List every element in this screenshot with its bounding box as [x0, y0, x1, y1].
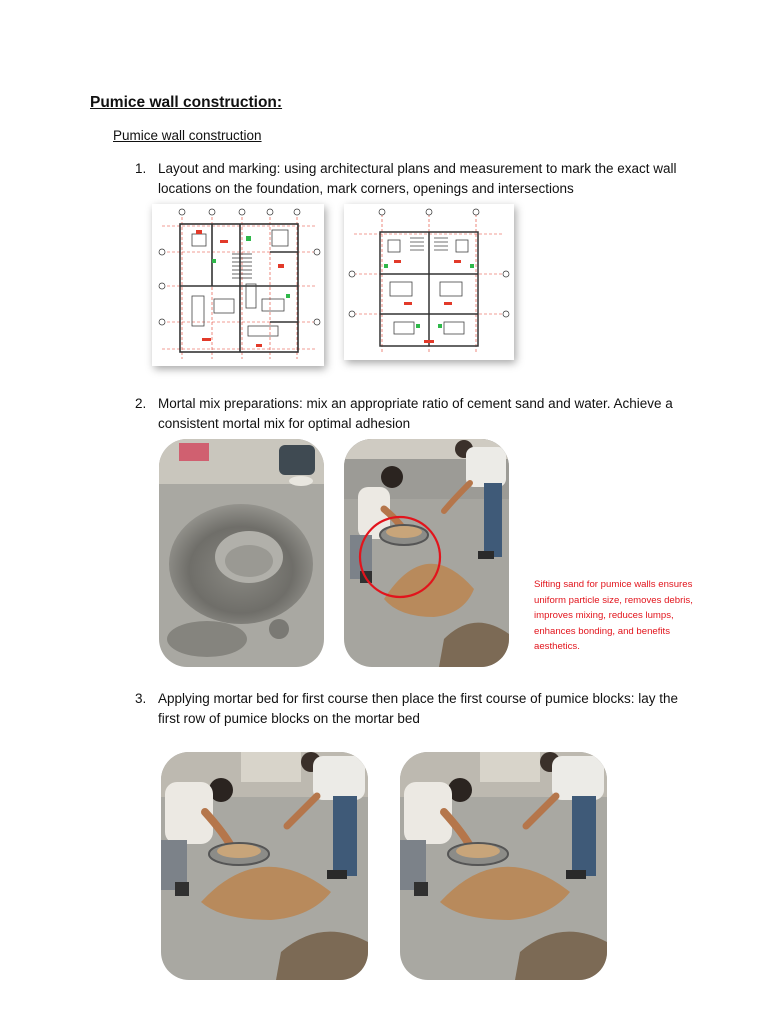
step-3-number: 3.	[135, 691, 147, 706]
section-heading: Pumice wall construction	[113, 128, 262, 143]
floor-plan-image-1	[152, 204, 324, 366]
step-2-number: 2.	[135, 396, 147, 411]
mortar-bed-photo-2	[400, 752, 607, 980]
page-title: Pumice wall construction:	[90, 94, 283, 111]
step-2	[135, 394, 695, 434]
step-1-text: Layout and marking: using architectural plans and measurement to mark the exact wall locations on the foundation, mark corners, openings and intersections	[158, 161, 677, 196]
step-2-text: Mortal mix preparations: mix an appropriate ratio of cement sand and water. Achieve a consistent mortal mix for optimal adhesion	[158, 396, 673, 431]
sifting-annotation: Sifting sand for pumice walls ensures uniform particle size, removes debris, improves mixing, reduces lumps, enhances bonding, and benefits aesthetics.	[534, 579, 693, 653]
step-3	[135, 689, 695, 729]
mortar-mix-photo	[159, 439, 324, 667]
step-1-number: 1.	[135, 161, 147, 176]
floor-plan-image-2	[344, 204, 514, 360]
mortar-bed-photo-1	[161, 752, 368, 980]
step-3-text: Applying mortar bed for first course then place the first course of pumice blocks: lay the first row of pumice blocks on the mortar bed	[158, 691, 678, 726]
sifting-sand-photo	[344, 439, 509, 667]
step-1	[135, 159, 695, 199]
